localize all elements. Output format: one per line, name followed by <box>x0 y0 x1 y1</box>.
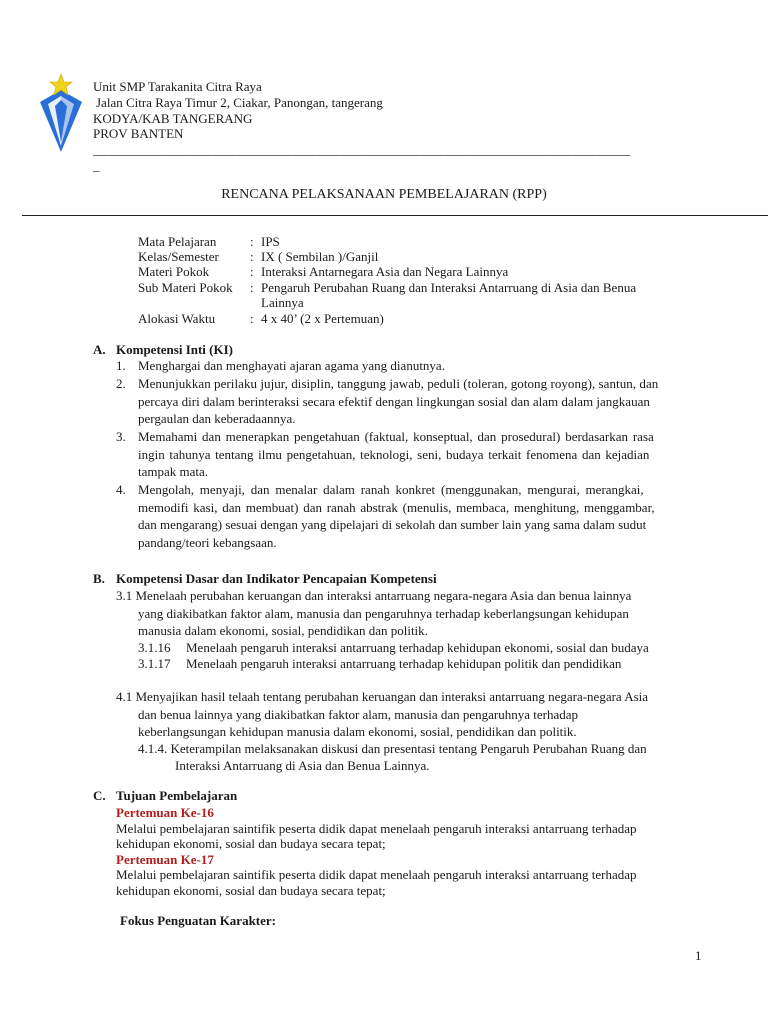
identity-colon: : <box>250 280 254 295</box>
section-b-letter: B. <box>93 571 105 586</box>
list-item-line: Memahami dan menerapkan pengetahuan (faktual, konseptual, dan prosedural) berdasarkan rasa <box>138 429 654 444</box>
school-logo <box>38 72 84 152</box>
list-item-line: pandang/teori kebangsaan. <box>138 535 277 550</box>
kd-3-1-line: manusia dalam ekonomi, sosial, pendidikan dan politik. <box>138 623 428 638</box>
section-a-title: Kompetensi Inti (KI) <box>116 342 233 357</box>
kd-4-1-line: keberlangsungan kehidupan manusia dalam ekonomi, sosial, pendidikan dan politik. <box>138 724 577 739</box>
school-address: Jalan Citra Raya Timur 2, Ciakar, Panongan, tangerang <box>96 95 383 110</box>
list-item-line: dan mengarang) sesuai dengan yang dipelajari di sekolah dan sumber lain yang sama dalam sudut <box>138 517 647 532</box>
title-divider <box>22 215 768 216</box>
kd-4-1-line: dan benua lainnya yang diakibatkan faktor alam, manusia dan pengaruhnya terhadap <box>138 707 579 722</box>
meeting-text: Melalui pembelajaran saintifik peserta didik dapat menelaah pengaruh interaksi antarruang terhadap <box>116 867 637 882</box>
list-item-line: ingin tahunya tentang ilmu pengetahuan, teknologi, seni, budaya terkait fenomena dan kejadian <box>138 447 650 462</box>
identity-label: Alokasi Waktu <box>138 311 216 326</box>
list-number: 2. <box>116 376 126 391</box>
list-number: 1. <box>116 358 126 373</box>
identity-label: Mata Pelajaran <box>138 234 217 249</box>
indicator-text: 4.1.4. Keterampilan melaksanakan diskusi dan presentasi tentang Pengaruh Perubahan Ruang dan <box>138 741 647 756</box>
identity-label: Kelas/Semester <box>138 249 219 264</box>
section-a-letter: A. <box>93 342 106 357</box>
identity-label: Sub Materi Pokok <box>138 280 233 295</box>
document-title: RENCANA PELAKSANAAN PEMBELAJARAN (RPP) <box>221 187 547 202</box>
list-item-line: memodifi kasi, dan membuat) dan ranah abstrak (menulis, membaca, menghitung, menggambar, <box>138 500 655 515</box>
identity-label: Materi Pokok <box>138 264 210 279</box>
identity-value-continued: Lainnya <box>261 295 304 310</box>
list-number: 3. <box>116 429 126 444</box>
meeting-text: Melalui pembelajaran saintifik peserta didik dapat menelaah pengaruh interaksi antarruang terhadap <box>116 821 637 836</box>
identity-colon: : <box>250 264 254 279</box>
kd-4-1-line: 4.1 Menyajikan hasil telaah tentang perubahan keruangan dan interaksi antarruang negara-negara Asia <box>116 689 649 704</box>
identity-value: Pengaruh Perubahan Ruang dan Interaksi Antarruang di Asia dan Benua <box>261 280 637 295</box>
meeting-text: kehidupan ekonomi, sosial dan budaya secara tepat; <box>116 883 386 898</box>
school-province: PROV BANTEN <box>93 126 184 141</box>
indicator-text: Menelaah pengaruh interaksi antarruang terhadap kehidupan ekonomi, sosial dan budaya <box>186 640 649 655</box>
school-city: KODYA/KAB TANGERANG <box>93 111 253 126</box>
section-c-letter: C. <box>93 788 106 803</box>
header-rule: ________________________________________________________________________________________ <box>93 142 630 157</box>
school-unit: Unit SMP Tarakanita Citra Raya <box>93 79 262 94</box>
indicator-text: Menelaah pengaruh interaksi antarruang terhadap kehidupan politik dan pendidikan <box>186 656 622 671</box>
list-number: 4. <box>116 482 126 497</box>
list-item-line: Mengolah, menyaji, dan menalar dalam ranah konkret (menggunakan, mengurai, merangkai, <box>138 482 644 497</box>
kd-3-1-line: yang diakibatkan faktor alam, manusia dan pengaruhnya terhadap keberlangsungan kehidupan <box>138 606 629 621</box>
meeting-title: Pertemuan Ke-16 <box>116 805 214 820</box>
list-item-line: percaya diri dalam berinteraksi secara efektif dengan lingkungan sosial dan alam dalam jangkauan <box>138 394 650 409</box>
identity-colon: : <box>250 234 254 249</box>
section-c-title: Tujuan Pembelajaran <box>116 788 238 803</box>
list-item-line: Menunjukkan perilaku jujur, disiplin, tanggung jawab, peduli (toleran, gotong royong), santun, dan <box>138 376 659 391</box>
identity-value: 4 x 40’ (2 x Pertemuan) <box>261 311 384 326</box>
list-item-line: tampak mata. <box>138 464 209 479</box>
indicator-text: Interaksi Antarruang di Asia dan Benua Lainnya. <box>175 758 430 773</box>
identity-value: IX ( Sembilan )/Ganjil <box>261 249 379 264</box>
focus-title: Fokus Penguatan Karakter: <box>120 913 276 928</box>
indicator-number: 3.1.17 <box>138 656 171 671</box>
identity-colon: : <box>250 249 254 264</box>
kd-3-1-line: 3.1 Menelaah perubahan keruangan dan interaksi antarruang negara-negara Asia dan benua lainnya <box>116 588 632 603</box>
identity-value: IPS <box>261 234 280 249</box>
section-b-title: Kompetensi Dasar dan Indikator Pencapaian Kompetensi <box>116 571 437 586</box>
list-item-line: Menghargai dan menghayati ajaran agama yang dianutnya. <box>138 358 445 373</box>
list-item-line: pergaulan dan keberadaannya. <box>138 411 296 426</box>
meeting-title: Pertemuan Ke-17 <box>116 852 214 867</box>
header-rule-tail: _ <box>93 158 100 173</box>
meeting-text: kehidupan ekonomi, sosial dan budaya secara tepat; <box>116 836 386 851</box>
identity-colon: : <box>250 311 254 326</box>
indicator-number: 3.1.16 <box>138 640 171 655</box>
identity-value: Interaksi Antarnegara Asia dan Negara Lainnya <box>261 264 509 279</box>
page-number: 1 <box>695 948 702 963</box>
